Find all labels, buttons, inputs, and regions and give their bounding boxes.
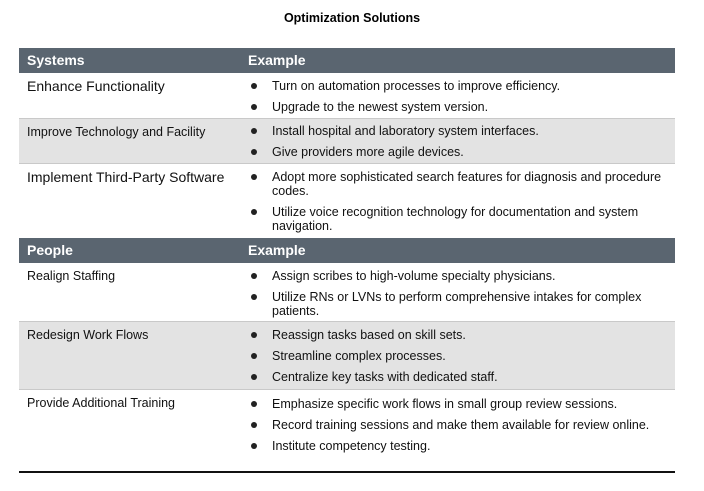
list-item: Assign scribes to high-volume specialty physicians. [248,269,672,283]
systems-header [19,48,675,73]
table-row [19,164,675,238]
table-row [19,390,675,470]
list-item: Streamline complex processes. [248,349,672,363]
example-list [248,124,672,166]
table-bottom-rule [19,471,675,473]
row-label: Redesign Work Flows [27,328,149,342]
bullet-icon [251,209,257,215]
example-list [248,79,672,121]
bullet-icon [251,401,257,407]
list-item: Upgrade to the newest system version. [248,100,672,114]
bullet-icon [251,149,257,155]
table-row [19,322,675,390]
bullet-icon [251,104,257,110]
example-list [248,328,672,391]
systems-header-label: Systems [27,52,85,68]
bullet-icon [251,273,257,279]
bullet-icon [251,374,257,380]
people-example-header: Example [248,242,306,258]
page-title: Optimization Solutions [283,11,421,25]
example-list [248,269,672,325]
bullet-icon [251,128,257,134]
bullet-icon [251,443,257,449]
example-list [248,170,672,240]
list-item: Turn on automation processes to improve efficiency. [248,79,672,93]
row-label: Provide Additional Training [27,396,176,410]
row-label: Implement Third-Party Software [27,169,225,185]
list-item: Install hospital and laboratory system interfaces. [248,124,672,138]
example-list [248,397,672,460]
list-item: Utilize voice recognition technology for documentation and system navigation. [248,205,672,233]
row-label: Improve Technology and Facility [27,125,206,139]
row-label: Realign Staffing [27,269,116,283]
table-row [19,263,675,322]
bullet-icon [251,353,257,359]
people-header-label: People [27,242,73,258]
table-row [19,73,675,119]
bullet-icon [251,294,257,300]
bullet-icon [251,83,257,89]
list-item: Emphasize specific work flows in small group review sessions. [248,397,672,411]
list-item: Adopt more sophisticated search features for diagnosis and procedure codes. [248,170,672,198]
list-item: Utilize RNs or LVNs to perform comprehensive intakes for complex patients. [248,290,672,318]
list-item: Record training sessions and make them available for review online. [248,418,672,432]
bullet-icon [251,422,257,428]
row-label: Enhance Functionality [27,78,165,94]
list-item: Give providers more agile devices. [248,145,672,159]
list-item: Institute competency testing. [248,439,672,453]
bullet-icon [251,174,257,180]
systems-example-header: Example [248,52,306,68]
bullet-icon [251,332,257,338]
people-header [19,238,675,263]
solutions-table [19,48,675,470]
table-row [19,119,675,164]
list-item: Centralize key tasks with dedicated staff. [248,370,672,384]
list-item: Reassign tasks based on skill sets. [248,328,672,342]
